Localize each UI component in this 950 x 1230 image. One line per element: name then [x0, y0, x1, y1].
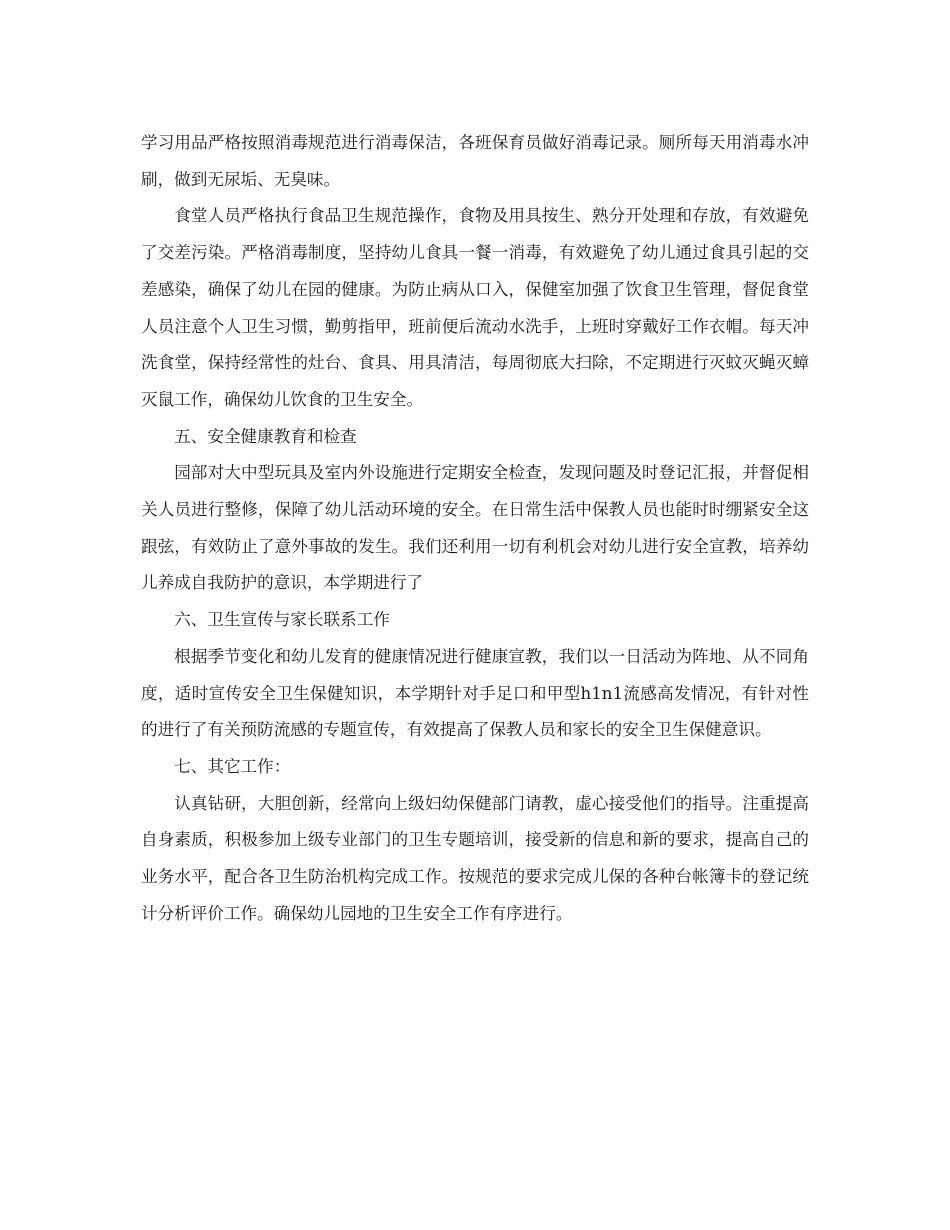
paragraph-other-work: 认真钻研，大胆创新，经常向上级妇幼保健部门请教，虚心接受他们的指导。注重提高自身素质，积极参加上级专业部门的卫生专题培训，接受新的信息和新的要求，提高自己的业务水平，配合各卫生防治机构完成工作。按规范的要求完成儿保的各种台帐簿卡的登记统计分析评价工作。确保幼儿园地的卫生安全工作有序进行。 [141, 793, 809, 923]
section-heading-other: 七、其它工作： [174, 756, 291, 776]
paragraph-safety-inspection: 园部对大中型玩具及室内外设施进行定期安全检查，发现问题及时登记汇报，并督促相关人员进行整修，保障了幼儿活动环境的安全。在日常生活中保教人员也能时时绷紧安全这跟弦，有效防止了意外事故的发生。我们还利用一切有利机会对幼儿进行安全宣教，培养幼儿养成自我防护的意识，本学期进行了 [141, 463, 809, 593]
section-heading-publicity: 六、卫生宣传与家长联系工作 [174, 610, 390, 630]
paragraph-health-publicity: 根据季节变化和幼儿发育的健康情况进行健康宣教，我们以一日活动为阵地、从不同角度，适时宣传安全卫生保健知识，本学期针对手足口和甲型h1n1流感高发情况，有针对性的进行了有关预防流感的专题宣传，有效提高了保教人员和家长的安全卫生保健意识。 [141, 646, 809, 740]
document-body [141, 125, 809, 932]
paragraph-disinfection-continued: 学习用品严格按照消毒规范进行消毒保洁，各班保育员做好消毒记录。厕所每天用消毒水冲刷，做到无尿垢、无臭味。 [141, 133, 809, 189]
section-heading-safety: 五、安全健康教育和检查 [174, 426, 357, 446]
paragraph-canteen-hygiene: 食堂人员严格执行食品卫生规范操作，食物及用具按生、熟分开处理和存放，有效避免了交差污染。严格消毒制度，坚持幼儿食具一餐一消毒，有效避免了幼儿通过食具引起的交差感染，确保了幼儿在园的健康。为防止病从口入，保健室加强了饮食卫生管理，督促食堂人员注意个人卫生习惯，勤剪指甲，班前便后流动水洗手，上班时穿戴好工作衣帽。每天冲洗食堂，保持经常性的灶台、食具、用具清洁，每周彻底大扫除，不定期进行灭蚊灭蝇灭蟑灭鼠工作，确保幼儿饮食的卫生安全。 [141, 206, 809, 409]
